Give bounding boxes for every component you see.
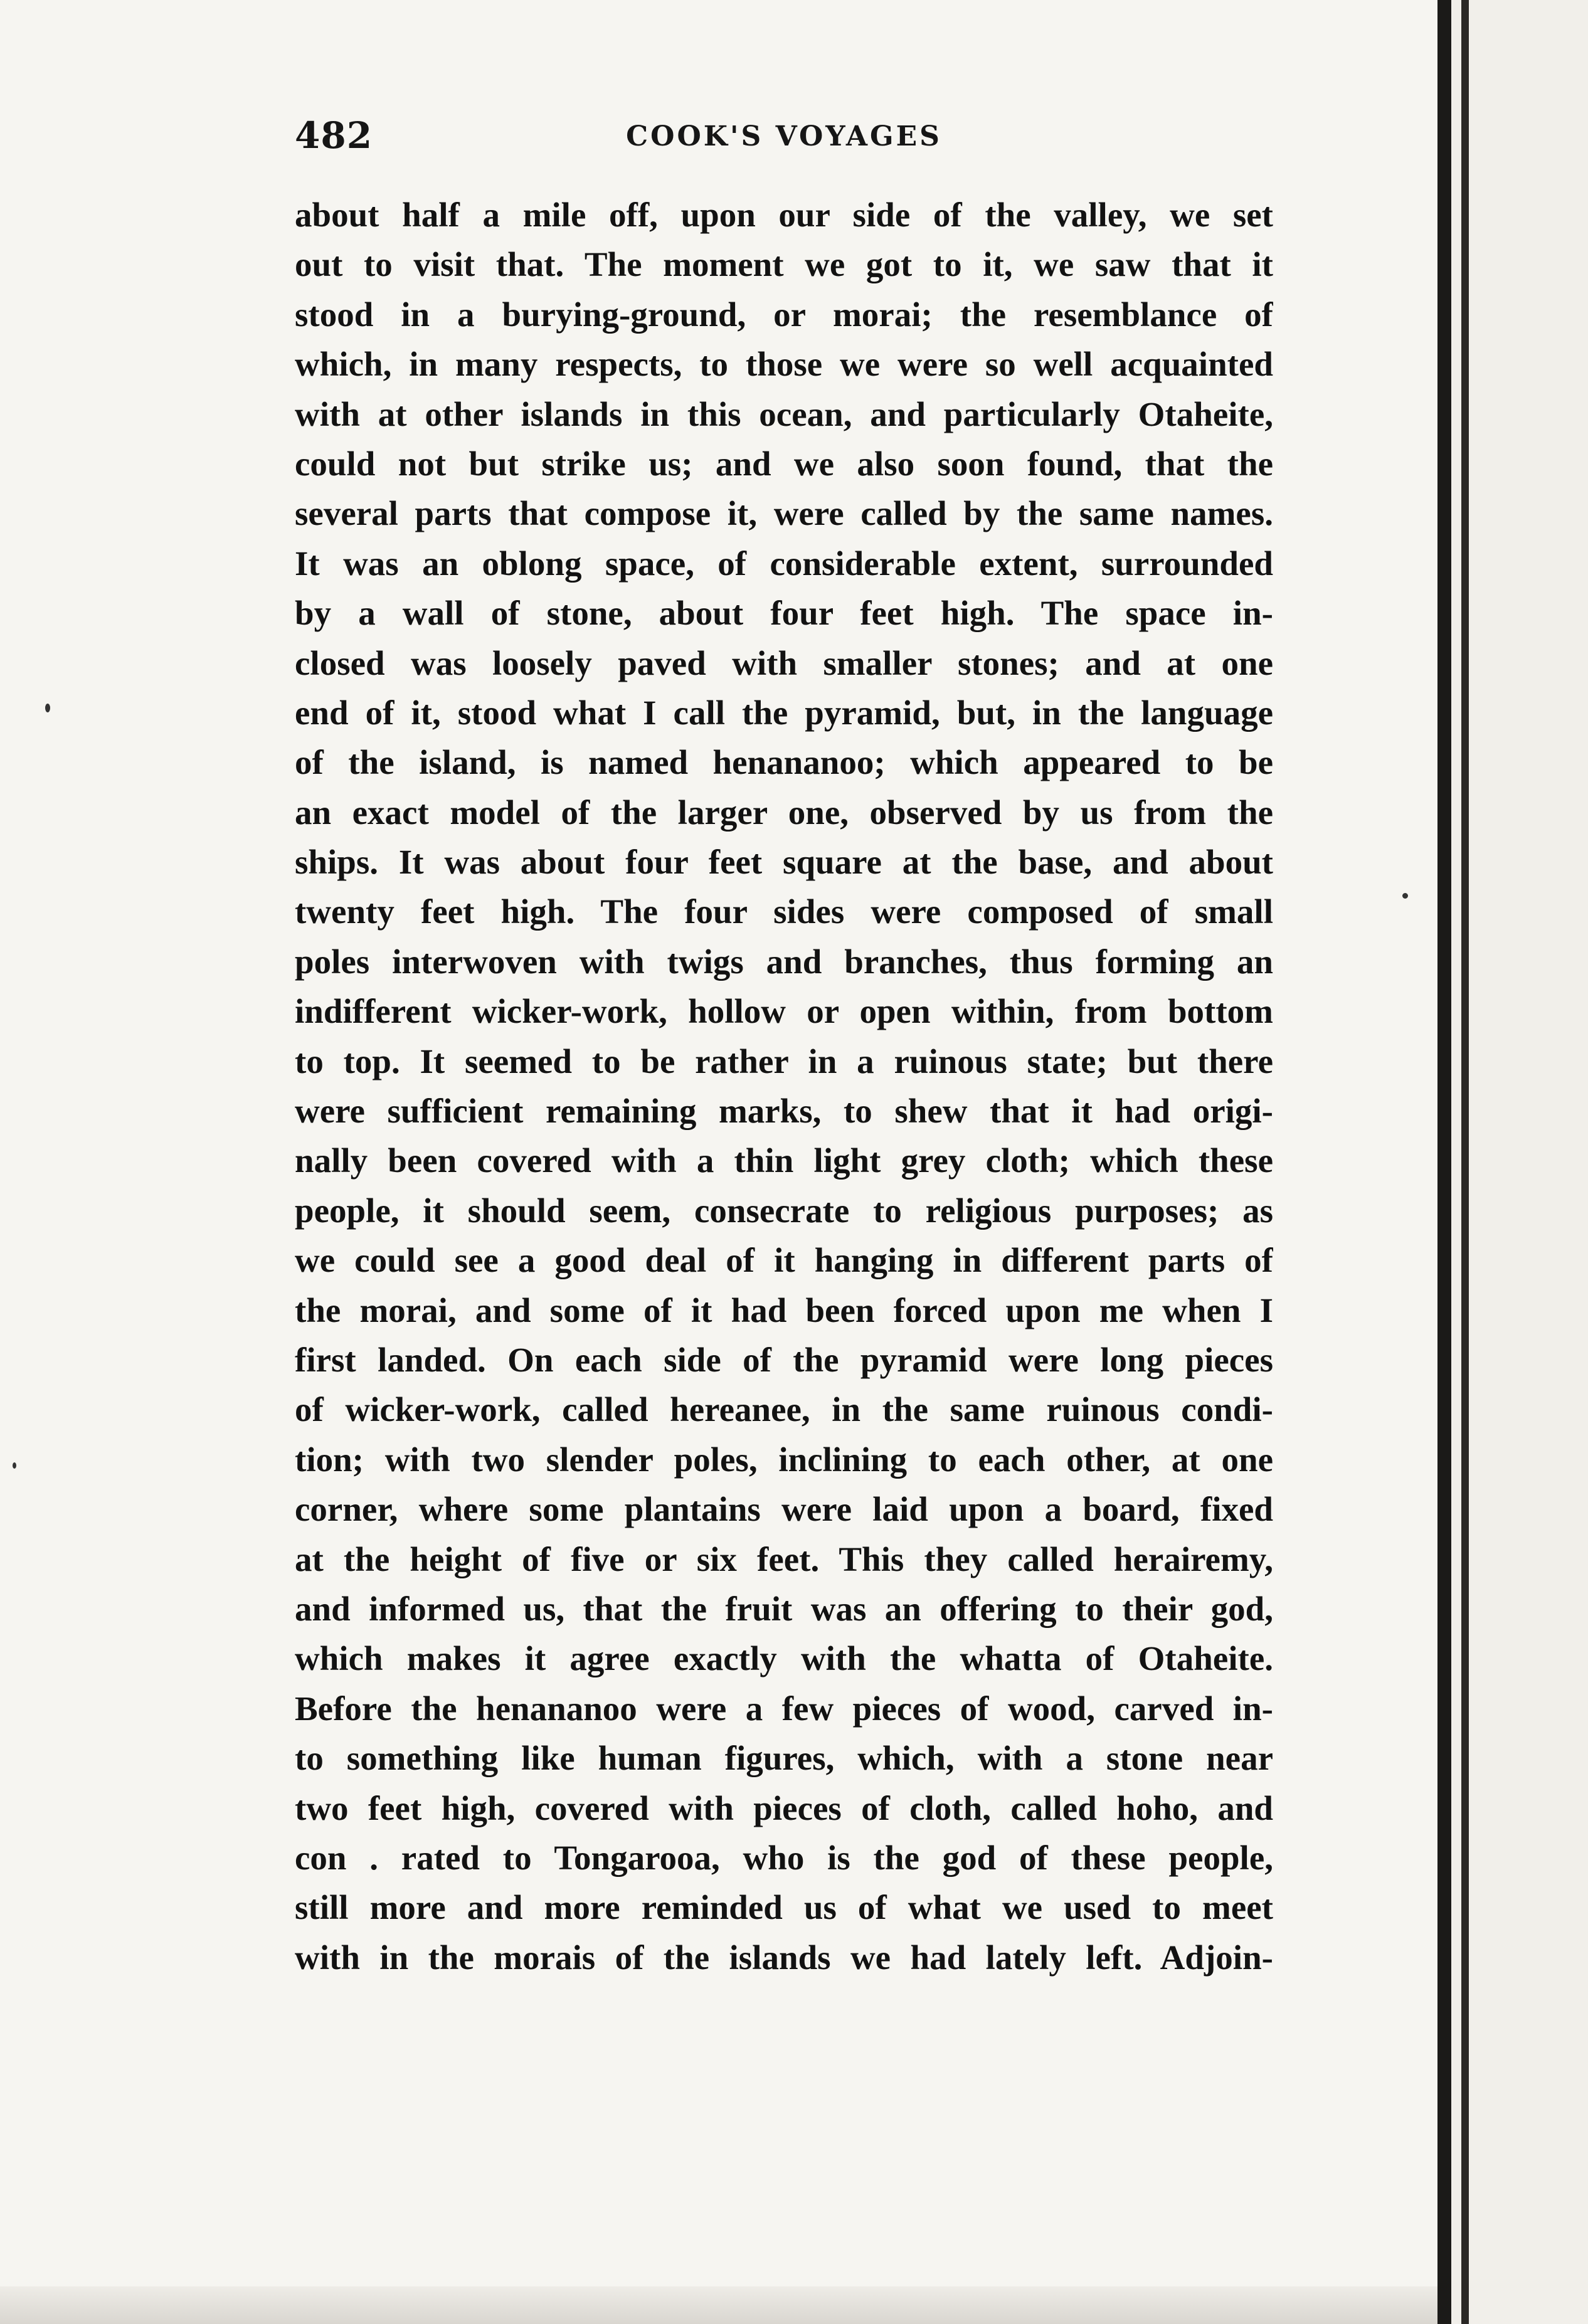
text-line: closed was loosely paved with smaller stones; and at one xyxy=(295,643,1273,682)
text-line: nally been covered with a thin light grey cloth; which these xyxy=(295,1141,1273,1180)
text-line: an exact model of the larger one, observed by us from the xyxy=(295,793,1273,832)
ink-speck xyxy=(45,704,50,712)
text-line: which, in many respects, to those we were so well acquainted xyxy=(295,345,1273,384)
body-text xyxy=(295,190,1273,1982)
text-line: about half a mile off, upon our side of the valley, we set xyxy=(295,196,1273,234)
text-line: end of it, stood what I call the pyramid, but, in the language xyxy=(295,693,1273,732)
text-line: with at other islands in this ocean, and particularly Otaheite, xyxy=(295,394,1273,433)
text-line: which makes it agree exactly with the whatta of Otaheite. xyxy=(295,1639,1273,1678)
text-line: and informed us, that the fruit was an offering to their god, xyxy=(295,1589,1273,1628)
text-line: tion; with two slender poles, inclining to each other, at one xyxy=(295,1440,1273,1479)
text-line: of wicker-work, called hereanee, in the same ruinous condi- xyxy=(295,1390,1273,1429)
text-line: at the height of five or six feet. This they called herairemy, xyxy=(295,1540,1273,1578)
text-line: to top. It seemed to be rather in a ruinous state; but there xyxy=(295,1042,1273,1080)
text-line: by a wall of stone, about four feet high. The space in- xyxy=(295,594,1273,633)
text-line: several parts that compose it, were called by the same names. xyxy=(295,494,1273,533)
page-header xyxy=(295,114,1273,171)
text-line: still more and more reminded us of what we used to meet xyxy=(295,1888,1273,1927)
text-line: people, it should seem, consecrate to religious purposes; as xyxy=(295,1191,1273,1230)
text-line: to something like human figures, which, with a stone near xyxy=(295,1739,1273,1778)
text-line: stood in a burying-ground, or morai; the resemblance of xyxy=(295,295,1273,334)
text-line: indifferent wicker-work, hollow or open within, from bottom xyxy=(295,992,1273,1031)
text-line: con . rated to Tongarooa, who is the god of these people, xyxy=(295,1838,1273,1877)
text-line: first landed. On each side of the pyramid were long pieces xyxy=(295,1340,1273,1379)
text-line: corner, where some plantains were laid upon a board, fixed xyxy=(295,1490,1273,1529)
running-head: COOK'S VOYAGES xyxy=(626,120,942,152)
text-line: two feet high, covered with pieces of cloth, called hoho, and xyxy=(295,1788,1273,1827)
facing-page-edge xyxy=(1451,0,1588,2324)
text-line: could not but strike us; and we also soon found, that the xyxy=(295,444,1273,483)
text-line: we could see a good deal of it hanging in different parts of xyxy=(295,1241,1273,1280)
ink-speck xyxy=(13,1462,16,1469)
text-line: out to visit that. The moment we got to it, we saw that it xyxy=(295,245,1273,284)
text-line: It was an oblong space, of considerable extent, surrounded xyxy=(295,544,1273,583)
text-line: twenty feet high. The four sides were composed of small xyxy=(295,892,1273,931)
text-line: poles interwoven with twigs and branches, thus forming an xyxy=(295,942,1273,981)
text-line: were sufficient remaining marks, to shew that it had origi- xyxy=(295,1092,1273,1131)
text-line: of the island, is named henananoo; which appeared to be xyxy=(295,743,1273,782)
text-line: with in the morais of the islands we had lately left. Adjoin- xyxy=(295,1938,1273,1977)
text-line: ships. It was about four feet square at the base, and about xyxy=(295,843,1273,882)
facing-page-shadow xyxy=(1461,0,1469,2324)
text-line: Before the henananoo were a few pieces of wood, carved in- xyxy=(295,1689,1273,1728)
page-bottom-shadow xyxy=(0,2286,1437,2324)
ink-speck xyxy=(1402,893,1408,899)
text-line: the morai, and some of it had been forced upon me when I xyxy=(295,1291,1273,1329)
book-gutter xyxy=(1437,0,1451,2324)
page-number: 482 xyxy=(295,114,373,157)
